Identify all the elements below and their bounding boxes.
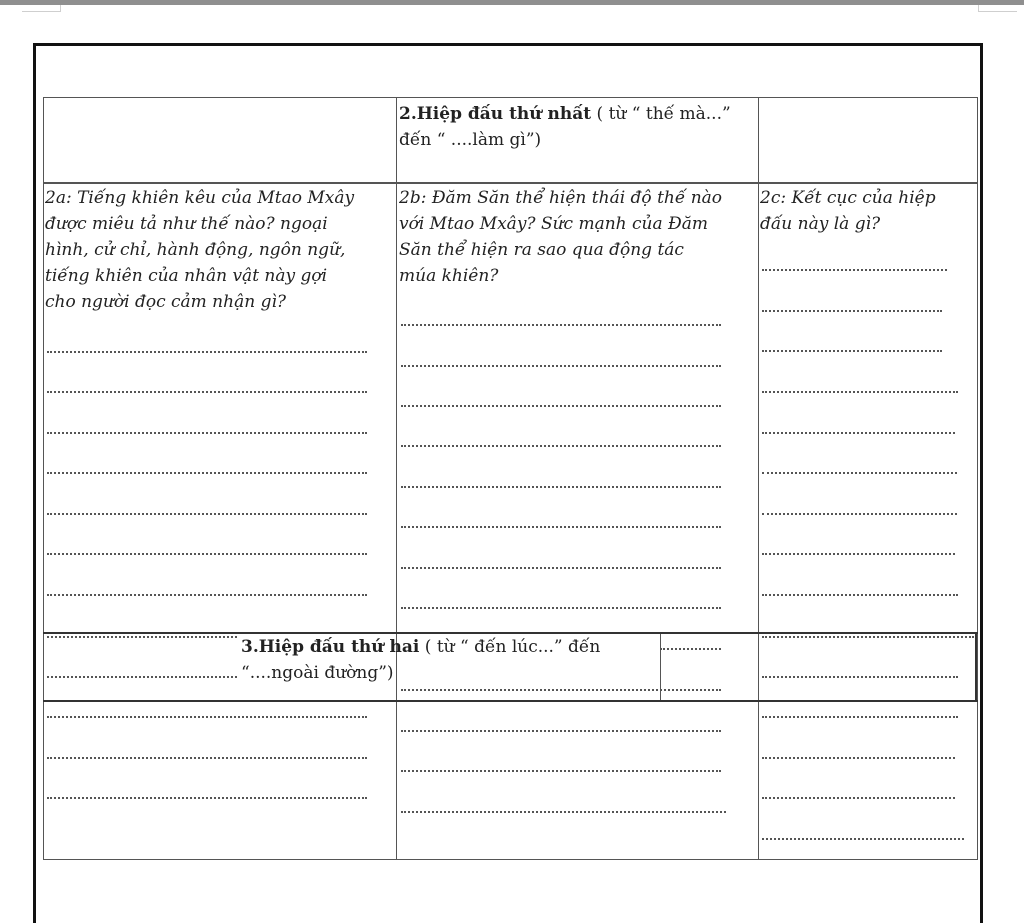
- question-2b-line: Săn thể hiện ra sao qua động tác: [399, 240, 684, 260]
- question-2b-line: múa khiên?: [399, 266, 499, 286]
- section3-heading-rest: ( từ “ đến lúc...” đến: [419, 637, 601, 657]
- section3-heading-bold: 3.Hiệp đấu thứ hai: [241, 637, 420, 657]
- question-2a-line: cho người đọc cảm nhận gì?: [45, 292, 287, 312]
- question-2c-line: 2c: Kết cục của hiệp: [760, 188, 936, 208]
- answer-line[interactable]: [401, 567, 721, 569]
- table-border-top: [43, 97, 978, 98]
- answer-line[interactable]: [401, 486, 721, 488]
- question-2a-line: 2a: Tiếng khiên kêu của Mtao Mxây: [45, 188, 355, 208]
- answer-line[interactable]: [762, 553, 955, 555]
- table-border-left: [43, 97, 44, 860]
- answer-line[interactable]: [47, 594, 367, 596]
- answer-line[interactable]: [401, 689, 721, 691]
- answer-line[interactable]: [401, 365, 721, 367]
- section3-heading: [241, 634, 661, 686]
- page-frame: [33, 43, 983, 923]
- answer-line[interactable]: [47, 757, 367, 759]
- section2-heading-bold: 2.Hiệp đấu thứ nhất: [399, 104, 592, 124]
- question-2c-line: đấu này là gì?: [760, 214, 881, 234]
- answer-line[interactable]: [401, 730, 721, 732]
- answer-line[interactable]: [762, 757, 955, 759]
- answer-line[interactable]: [47, 513, 367, 515]
- answer-line[interactable]: [762, 310, 942, 312]
- answer-line[interactable]: [762, 636, 974, 638]
- section2-heading: [399, 101, 755, 153]
- answer-line[interactable]: [401, 811, 726, 813]
- answer-line[interactable]: [762, 432, 955, 434]
- question-2b-line: 2b: Đăm Săn thể hiện thái độ thế nào: [399, 188, 723, 208]
- answer-line[interactable]: [762, 594, 958, 596]
- answer-line[interactable]: [47, 636, 237, 638]
- answer-line[interactable]: [47, 391, 367, 393]
- section3-box-bottom: [43, 700, 978, 702]
- window-top-bar: [0, 0, 1024, 5]
- question-2a-line: tiếng khiên của nhân vật này gợi: [45, 266, 328, 286]
- section3-box-right: [975, 632, 977, 702]
- question-2a-line: được miêu tả như thế nào? ngoại: [45, 214, 328, 234]
- page-corner-mark-left: [22, 5, 61, 12]
- answer-line[interactable]: [47, 472, 367, 474]
- answer-line[interactable]: [47, 797, 367, 799]
- answer-line[interactable]: [401, 526, 721, 528]
- table-border-right: [977, 97, 978, 860]
- question-2b: [399, 185, 761, 289]
- table-border-bottom: [43, 859, 978, 860]
- section3-heading-line2: “....ngoài đường”): [241, 663, 394, 683]
- answer-line[interactable]: [762, 716, 958, 718]
- answer-line[interactable]: [762, 269, 947, 271]
- answer-line[interactable]: [401, 770, 721, 772]
- answer-line[interactable]: [762, 797, 955, 799]
- header-row-bottom-border: [43, 182, 978, 184]
- answer-line[interactable]: [401, 324, 721, 326]
- answer-line[interactable]: [401, 607, 721, 609]
- answer-line[interactable]: [47, 432, 367, 434]
- question-2b-line: với Mtao Mxây? Sức mạnh của Đăm: [399, 214, 709, 234]
- answer-line[interactable]: [47, 351, 367, 353]
- answer-line[interactable]: [762, 513, 957, 515]
- answer-line[interactable]: [660, 648, 721, 650]
- answer-line[interactable]: [47, 553, 367, 555]
- answer-line[interactable]: [47, 676, 237, 678]
- section2-heading-rest: ( từ “ thế mà...”: [591, 104, 731, 124]
- page-corner-mark-right: [978, 5, 1017, 12]
- answer-line[interactable]: [401, 405, 721, 407]
- answer-line[interactable]: [762, 838, 964, 840]
- question-2a-line: hình, cử chỉ, hành động, ngôn ngữ,: [45, 240, 346, 260]
- answer-line[interactable]: [762, 350, 942, 352]
- answer-line[interactable]: [762, 472, 957, 474]
- answer-line[interactable]: [762, 391, 958, 393]
- question-2a: [45, 185, 400, 315]
- answer-line[interactable]: [47, 716, 367, 718]
- question-2c: [760, 185, 975, 237]
- answer-line[interactable]: [401, 445, 721, 447]
- answer-line[interactable]: [762, 676, 958, 678]
- section2-heading-line2: đến “ ....làm gì”): [399, 130, 542, 150]
